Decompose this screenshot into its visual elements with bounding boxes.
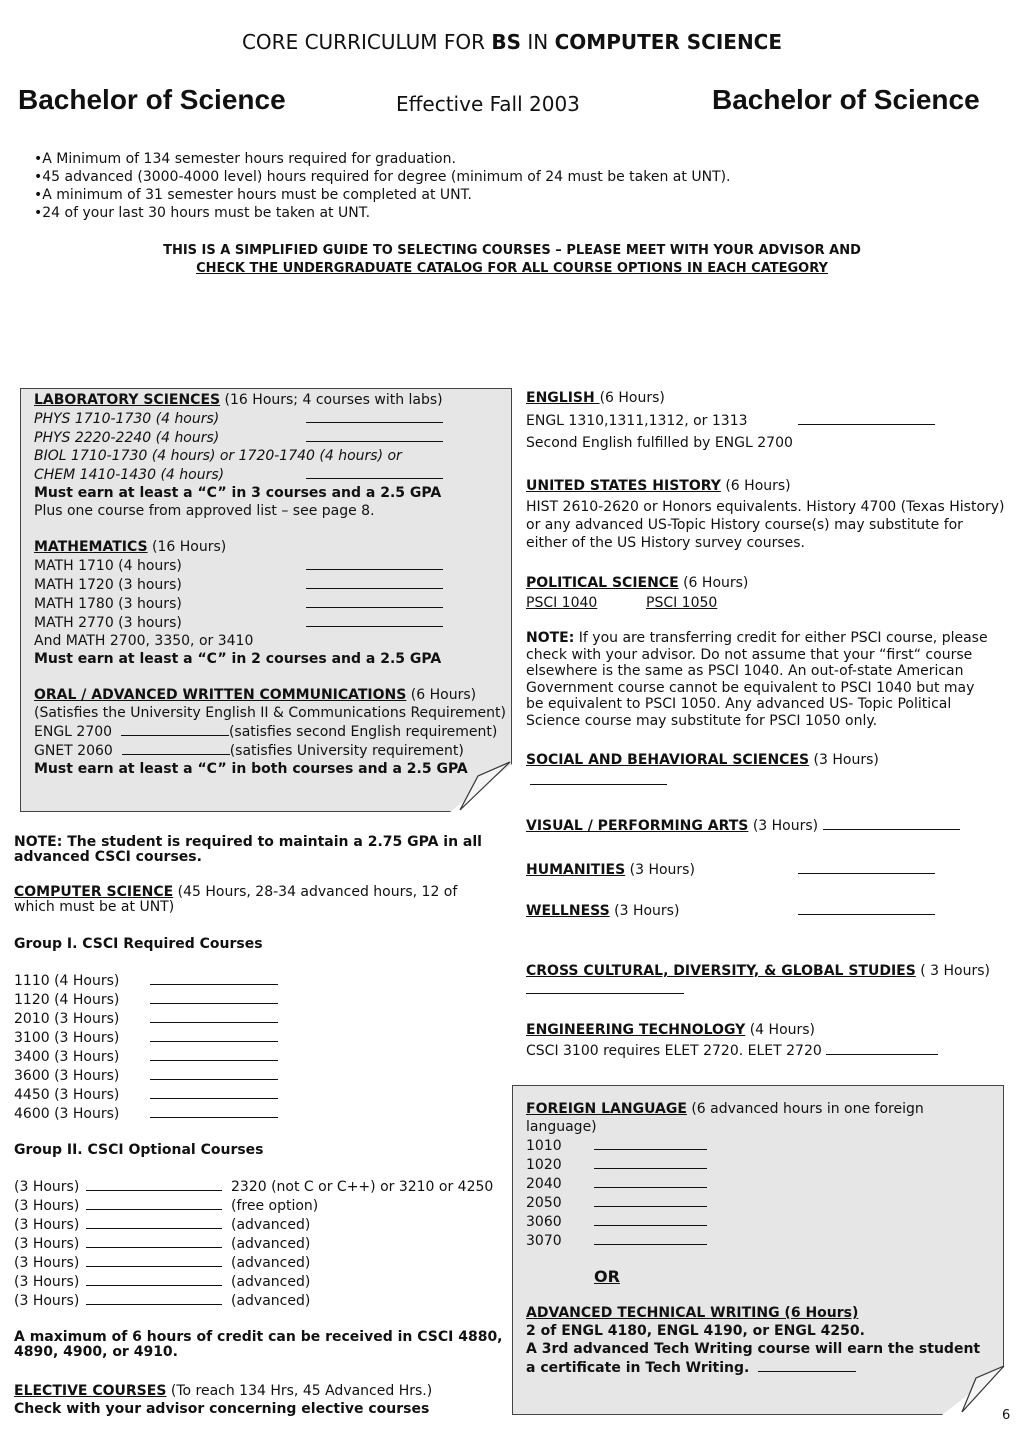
- math-and: And MATH 2700, 3350, or 3410: [34, 633, 254, 649]
- blank-line: [306, 594, 443, 608]
- blank-line: [150, 1047, 278, 1061]
- left-column: [14, 835, 504, 1418]
- course: 2010 (3 Hours): [14, 1011, 120, 1027]
- course-hours: (3 Hours): [14, 1293, 80, 1309]
- blank-line: [530, 771, 667, 785]
- guide-line-1: THIS IS A SIMPLIFIED GUIDE TO SELECTING COURSES – PLEASE MEET WITH YOUR ADVISOR AND: [163, 243, 861, 258]
- psci-note-label: NOTE:: [526, 630, 575, 646]
- course: MATH 1710 (4 hours): [34, 558, 182, 574]
- course: 1010: [526, 1138, 562, 1154]
- blank-line: [798, 411, 935, 425]
- course: 3400 (3 Hours): [14, 1049, 120, 1065]
- course: 2050: [526, 1195, 562, 1211]
- history-heading: UNITED STATES HISTORY: [526, 478, 721, 494]
- course: 3100 (3 Hours): [14, 1030, 120, 1046]
- blank-line: [526, 980, 684, 994]
- course: CHEM 1410-1430 (4 hours): [34, 467, 225, 483]
- psci-note-line: elsewhere is the same as PSCI 1040. An out-of-state American: [526, 663, 964, 679]
- gpa-note-line: advanced CSCI courses.: [14, 849, 202, 865]
- blank-line: [594, 1212, 707, 1226]
- techwriting-line: a certificate in Tech Writing.: [526, 1360, 750, 1376]
- course: 2040: [526, 1176, 562, 1192]
- course-note: (advanced): [231, 1274, 311, 1290]
- list-item: •A minimum of 31 semester hours must be completed at UNT.: [34, 187, 472, 203]
- max-credit-line: A maximum of 6 hours of credit can be received in CSCI 4880,: [14, 1329, 503, 1345]
- wellness-hours: (3 Hours): [609, 903, 680, 919]
- foreign-content: [526, 1100, 996, 1377]
- foreign-hours-2: language): [526, 1119, 597, 1135]
- psci-note-line: Government course cannot be equivalent to PSCI 1040 but may: [526, 679, 975, 696]
- wellness-heading: WELLNESS: [526, 903, 610, 919]
- course: BIOL 1710-1730 (4 hours) or 1720-1740 (4 hours) or: [34, 448, 402, 464]
- header-in: IN: [521, 30, 555, 54]
- blank-line: [798, 901, 935, 915]
- requirements-list: [34, 150, 731, 222]
- cs-hours-2: which must be at UNT): [14, 899, 175, 915]
- lab-plus: Plus one course from approved list – see page 8.: [34, 503, 375, 519]
- blank-line: [306, 409, 443, 423]
- title-right: Bachelor of Science: [712, 84, 980, 115]
- course: MATH 2770 (3 hours): [34, 615, 182, 631]
- blank-line: [150, 990, 278, 1004]
- engtech-heading: ENGINEERING TECHNOLOGY: [526, 1022, 746, 1038]
- blank-line: [86, 1291, 222, 1305]
- course: 4600 (3 Hours): [14, 1106, 120, 1122]
- oral-satisfies: (Satisfies the University English II & Communications Requirement): [34, 705, 506, 721]
- polisci-hours: (6 Hours): [678, 575, 749, 591]
- lab-hours: (16 Hours; 4 courses with labs): [220, 392, 443, 408]
- oral-hours: (6 Hours): [406, 687, 477, 703]
- techwriting-line: 2 of ENGL 4180, ENGL 4190, or ENGL 4250.: [526, 1323, 865, 1339]
- psci-note-line: check with your advisor. Do not assume that your “first“ course: [526, 646, 973, 663]
- max-credit-line: 4890, 4900, or 4910.: [14, 1344, 178, 1360]
- max-credit-note: [14, 1330, 504, 1360]
- course: ENGL 1310,1311,1312, or 1313: [526, 413, 748, 429]
- elective-note: Check with your advisor concerning elective courses: [14, 1401, 430, 1417]
- social-heading: SOCIAL AND BEHAVIORAL SCIENCES: [526, 752, 810, 768]
- cs-section: [14, 885, 504, 915]
- course: PSCI 1050: [646, 595, 718, 611]
- course-hours: (3 Hours): [14, 1217, 80, 1233]
- psci-note: [526, 630, 1016, 729]
- cs-heading: COMPUTER SCIENCE: [14, 884, 174, 900]
- polisci-heading: POLITICAL SCIENCE: [526, 575, 679, 591]
- oral-heading: ORAL / ADVANCED WRITTEN COMMUNICATIONS: [34, 687, 407, 703]
- course: MATH 1720 (3 hours): [34, 577, 182, 593]
- math-hours: (16 Hours): [147, 539, 227, 555]
- blank-line: [306, 465, 443, 479]
- blank-line: [826, 1041, 938, 1055]
- course: ENGL 2700: [34, 724, 113, 740]
- course-hours: (3 Hours): [14, 1179, 80, 1195]
- header-major: COMPUTER SCIENCE: [554, 30, 783, 54]
- blank-line: [86, 1177, 222, 1191]
- engtech-hours: (4 Hours): [745, 1022, 816, 1038]
- course: 3070: [526, 1233, 562, 1249]
- or-label: OR: [594, 1267, 620, 1286]
- course-hours: (3 Hours): [14, 1274, 80, 1290]
- blank-line: [86, 1272, 222, 1286]
- humanities-hours: (3 Hours): [625, 862, 695, 878]
- course-note: (advanced): [231, 1255, 311, 1271]
- list-item: •45 advanced (3000-4000 level) hours required for degree (minimum of 24 must be taken at UNT).: [34, 169, 731, 185]
- course-note: (free option): [231, 1198, 319, 1214]
- blank-line: [758, 1358, 856, 1372]
- guide-line-2: CHECK THE UNDERGRADUATE CATALOG FOR ALL COURSE OPTIONS IN EACH CATEGORY: [196, 261, 828, 276]
- blank-line: [86, 1196, 222, 1210]
- course: GNET 2060: [34, 743, 113, 759]
- blank-line: [150, 1009, 278, 1023]
- title-left: Bachelor of Science: [18, 84, 286, 115]
- lab-heading: LABORATORY SCIENCES: [34, 392, 221, 408]
- cross-hours: ( 3 Hours): [915, 963, 991, 979]
- course: 3060: [526, 1214, 562, 1230]
- group-2-heading: Group II. CSCI Optional Courses: [14, 1142, 264, 1158]
- blank-line: [150, 1085, 278, 1099]
- course: 1120 (4 Hours): [14, 992, 120, 1008]
- humanities-heading: HUMANITIES: [526, 862, 626, 878]
- english-hours: (6 Hours): [599, 390, 665, 406]
- math-heading: MATHEMATICS: [34, 539, 148, 555]
- psci-note-line: If you are transferring credit for either PSCI course, please: [574, 630, 988, 646]
- blank-line: [594, 1155, 707, 1169]
- course: MATH 1780 (3 hours): [34, 596, 182, 612]
- right-column: [526, 389, 1016, 1060]
- guide-notice: [0, 242, 1024, 278]
- math-requirement: Must earn at least a “C” in 2 courses and a 2.5 GPA: [34, 651, 442, 667]
- english-second: Second English fulfilled by ENGL 2700: [526, 435, 793, 451]
- history-line: either of the US History survey courses.: [526, 535, 805, 551]
- engtech-note: CSCI 3100 requires ELET 2720. ELET 2720: [526, 1043, 822, 1059]
- history-hours: (6 Hours): [720, 478, 791, 494]
- course-hours: (3 Hours): [14, 1255, 80, 1271]
- history-line: or any advanced US-Topic History course(s) may substitute for: [526, 517, 963, 533]
- history-line: HIST 2610-2620 or Honors equivalents. History 4700 (Texas History): [526, 499, 1005, 515]
- oral-engl-note: (satisfies second English requirement): [228, 724, 498, 740]
- blank-line: [86, 1234, 222, 1248]
- course: PHYS 2220-2240 (4 hours): [34, 430, 220, 446]
- blank-line: [823, 816, 960, 830]
- blank-line: [798, 860, 935, 874]
- gpa-note: [14, 835, 504, 865]
- gpa-note-line: NOTE: The student is required to maintain a 2.75 GPA in all: [14, 834, 482, 850]
- course: PHYS 1710-1730 (4 hours): [34, 411, 220, 427]
- foreign-heading: FOREIGN LANGUAGE: [526, 1101, 687, 1117]
- blank-line: [306, 556, 443, 570]
- course-note: 2320 (not C or C++) or 3210 or 4250: [231, 1179, 494, 1195]
- blank-line: [150, 1028, 278, 1042]
- elective-heading: ELECTIVE COURSES: [14, 1383, 167, 1399]
- optional-courses: [14, 1177, 504, 1310]
- blank-line: [306, 428, 443, 442]
- blank-line: [86, 1215, 222, 1229]
- cs-hours: (45 Hours, 28-34 advanced hours, 12 of: [173, 884, 458, 900]
- visual-heading: VISUAL / PERFORMING ARTS: [526, 818, 749, 834]
- course-note: (advanced): [231, 1217, 311, 1233]
- blank-line: [150, 971, 278, 985]
- blank-line: [594, 1136, 707, 1150]
- blank-line: [594, 1231, 707, 1245]
- elective-hours: (To reach 134 Hrs, 45 Advanced Hrs.): [166, 1383, 433, 1399]
- page-number: 6: [1002, 1408, 1011, 1423]
- blank-line: [150, 1066, 278, 1080]
- course: 4450 (3 Hours): [14, 1087, 120, 1103]
- course-hours: (3 Hours): [14, 1236, 80, 1252]
- header-prefix: CORE CURRICULUM FOR: [241, 30, 492, 54]
- course: 3600 (3 Hours): [14, 1068, 120, 1084]
- oral-requirement: Must earn at least a “C” in both courses and a 2.5 GPA: [34, 761, 468, 777]
- course: 1110 (4 Hours): [14, 973, 120, 989]
- foreign-hours: (6 advanced hours in one foreign: [686, 1101, 924, 1117]
- effective-date: Effective Fall 2003: [396, 92, 580, 116]
- blank-line: [594, 1193, 707, 1207]
- blank-line: [306, 613, 443, 627]
- course-note: (advanced): [231, 1293, 311, 1309]
- group-1-heading: Group I. CSCI Required Courses: [14, 936, 263, 952]
- list-item: •A Minimum of 134 semester hours required for graduation.: [34, 151, 456, 167]
- course-note: (advanced): [231, 1236, 311, 1252]
- psci-note-line: be equivalent to PSCI 1050. Any advanced US- Topic Political: [526, 696, 952, 712]
- blank-line: [594, 1174, 707, 1188]
- course-hours: (3 Hours): [14, 1198, 80, 1214]
- techwriting-line: A 3rd advanced Tech Writing course will earn the student: [526, 1341, 981, 1357]
- required-courses: [14, 971, 504, 1123]
- psci-note-line: Science course may substitute for PSCI 1050 only.: [526, 712, 878, 729]
- techwriting-heading: ADVANCED TECHNICAL WRITING (6 Hours): [526, 1305, 859, 1321]
- blank-line: [150, 1104, 278, 1118]
- header-bs: BS: [491, 30, 522, 54]
- blank-line: [122, 741, 230, 755]
- visual-hours: (3 Hours): [748, 818, 819, 834]
- blank-line: [306, 575, 443, 589]
- social-hours: (3 Hours): [809, 752, 879, 768]
- english-heading: ENGLISH: [526, 390, 600, 406]
- course: PSCI 1040: [526, 595, 598, 611]
- cross-heading: CROSS CULTURAL, DIVERSITY, & GLOBAL STUDIES: [526, 963, 916, 979]
- course: 1020: [526, 1157, 562, 1173]
- blank-line: [86, 1253, 222, 1267]
- lab-math-content: [34, 391, 504, 778]
- page-header: [0, 30, 1024, 54]
- lab-requirement: Must earn at least a “C” in 3 courses and a 2.5 GPA: [34, 485, 442, 501]
- list-item: •24 of your last 30 hours must be taken at UNT.: [34, 205, 371, 221]
- blank-line: [121, 722, 229, 736]
- oral-gnet-note: (satisfies University requirement): [229, 743, 464, 759]
